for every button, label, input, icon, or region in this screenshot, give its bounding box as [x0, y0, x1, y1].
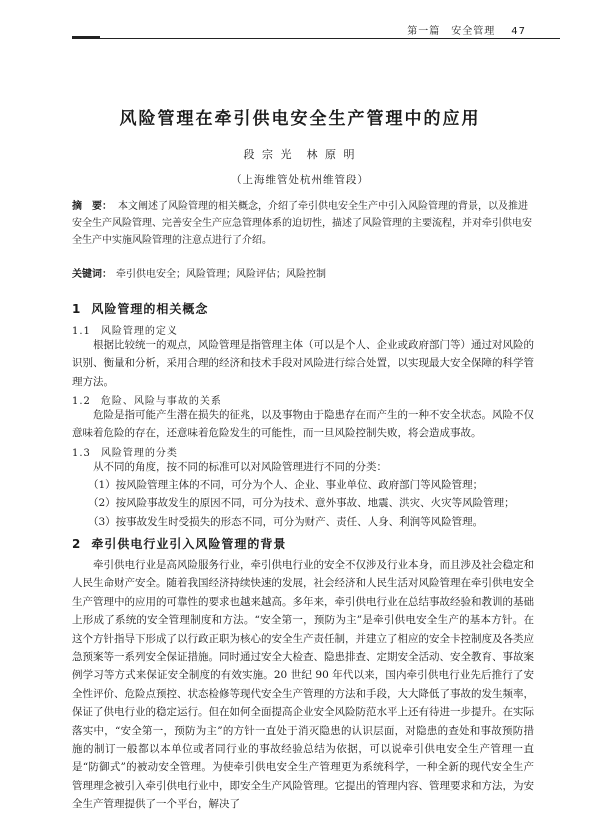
section-2-title: 牵引供电行业引入风险管理的背景	[91, 537, 287, 551]
header-right	[407, 22, 526, 37]
abstract	[72, 198, 534, 249]
running-header	[0, 0, 600, 42]
paragraph-2-text: 牵引供电行业是高风险服务行业，牵引供电行业的安全不仅涉及行业本身，而且涉及社会稳定和人民生命财产安全。随着我国经济持续快速的发展，社会经济和人民生活对风险管理在牵引供电安全生产管理中的应用的可靠性的要求也越来越高。多年来，牵引供电行业在总结事故经验和教训的基础上形成了系统的安全管理制度和方法。“安全第一，预防为主”是牵引供电安全生产的基本方针。在这个方针指导下形成了以行政正职为核心的安全生产责任制，并建立了相应的安全卡控制度及各类应急预案等一系列安全保证措施。同时通过安全大检查、隐患排查、定期安全活动、安全教育、事故案例学习等方式来保证安全制度的有效实施。20 世纪 90 年代以来，国内牵引供电行业先后推行了安全性评价、危险点预控、状态检修等现代安全生产管理的方法和手段，大大降低了事故的发生频率，保证了供电行业的稳定运行。但在如何全面提高企业安全风险防范水平上还有待进一步提升。在实际落实中，“安全第一，预防为主”的方针一直处于消灭隐患的认识层面，对隐患的查处和事故预防措施的制订一般都以本单位或者同行业的事故经验总结为依据，可以说牵引供电安全生产管理一直是“防御式”的被动安全管理。为使牵引供电安全生产管理更为系统科学，一种全新的现代安全生产管理理念被引入牵引供电行业中，即安全生产风险管理。它提出的管理内容、管理要求和方法，为安全生产管理提供了一个平台，解决了	[72, 559, 534, 811]
abstract-label: 摘 要：	[72, 201, 112, 212]
abstract-text: 本文阐述了风险管理的相关概念，介绍了牵引供电安全生产中引入风险管理的背景，以及推进安全生产风险管理、完善安全生产应急管理体系的迫切性，描述了风险管理的主要流程，并对牵引供电安全生产中实施风险管理的注意点进行了介绍。	[72, 201, 532, 246]
keywords-label: 关键词：	[72, 269, 112, 280]
affiliation: （上海维管处杭州维管段）	[231, 174, 369, 186]
keywords-text: 牵引供电安全；风险管理；风险评估；风险控制	[116, 269, 326, 280]
section-1-heading	[72, 300, 208, 317]
authors: 段 宗 光 林 原 明	[243, 148, 357, 161]
subsection-1-2-number: 1.2	[72, 396, 91, 407]
paragraph-1-1	[72, 336, 534, 391]
paragraph-1-3-text: 从不同的角度，按不同的标准可以对风险管理进行不同的分类：	[93, 461, 387, 473]
paragraph-1-1-text: 根据比较统一的观点，风险管理是指管理主体（可以是个人、企业或政府部门等）通过对风险的识别、衡量和分析，采用合理的经济和技术手段对风险进行综合处置，以实现最大安全保障的科学管理方法。	[72, 339, 534, 388]
header-section: 第一篇 安全管理	[407, 26, 496, 37]
list-item: （3）按事故发生时受损失的形态不同，可分为财产、责任、人身、利润等风险管理。	[88, 515, 484, 528]
keywords	[72, 266, 534, 283]
paragraph-2	[72, 556, 534, 811]
paper-title: 风险管理在牵引供电安全生产管理中的应用	[119, 109, 481, 129]
subsection-1-2-heading	[72, 392, 222, 407]
paragraph-1-2	[72, 406, 534, 443]
header-rule	[72, 38, 560, 39]
section-1-title: 风险管理的相关概念	[91, 302, 209, 316]
subsection-1-1-heading	[72, 322, 178, 337]
subsection-1-1-number: 1.1	[72, 326, 91, 337]
paragraph-1-3	[72, 458, 534, 476]
subsection-1-3-heading	[72, 444, 178, 459]
classification-list	[88, 476, 534, 531]
subsection-1-2-title: 危险、风险与事故的关系	[100, 396, 222, 407]
list-item: （2）按风险事故发生的原因不同，可分为技术、意外事故、地震、洪灾、火灾等风险管理；	[88, 497, 515, 510]
list-item: （1）按风险管理主体的不同，可分为个人、企业、事业单位、政府部门等风险管理；	[88, 479, 484, 491]
page-number: 47	[511, 26, 526, 37]
section-2-heading	[72, 535, 286, 552]
paragraph-1-2-text: 危险是指可能产生潜在损失的征兆，以及事物由于隐患存在而产生的一种不安全状态。风险不仅意味着危险的存在，还意味着危险发生的可能性，而一旦风险控制失败，将会造成事故。	[72, 409, 534, 440]
subsection-1-3-title: 风险管理的分类	[100, 448, 178, 459]
section-1-number: 1	[72, 302, 82, 316]
subsection-1-3-number: 1.3	[72, 448, 91, 459]
subsection-1-1-title: 风险管理的定义	[100, 326, 178, 337]
section-2-number: 2	[72, 537, 82, 551]
